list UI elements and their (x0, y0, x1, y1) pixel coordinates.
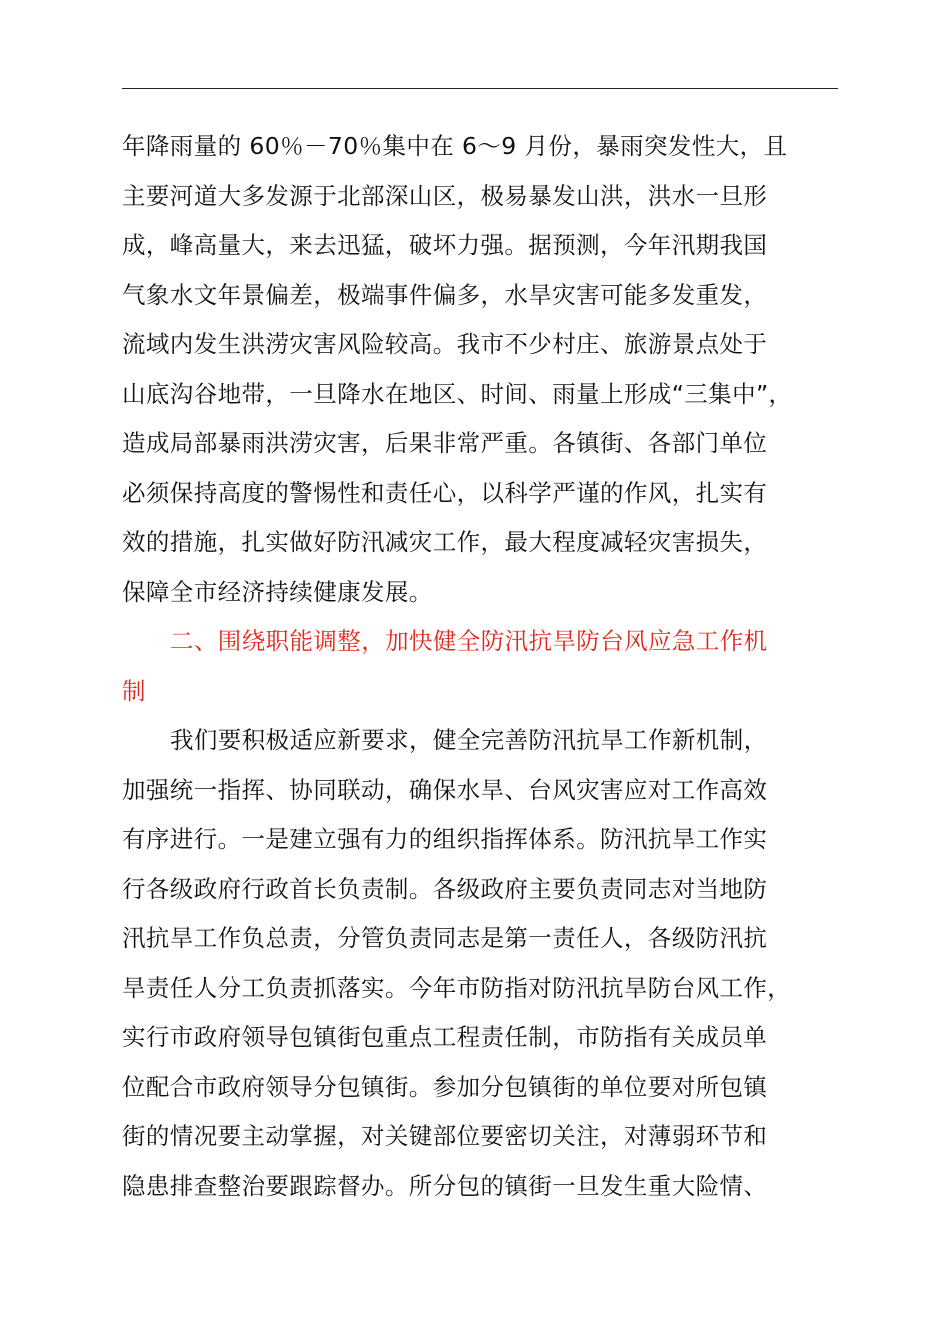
text-line: 山底沟谷地带，一旦降水在地区、时间、雨量上形成“三集中”， (122, 379, 793, 408)
text-line: 主要河道大多发源于北部深山区，极易暴发山洪，洪水一旦形 (122, 181, 768, 210)
document-body (122, 122, 838, 1211)
text-line: 效的措施，扎实做好防汛减灾工作，最大程度减轻灾害损失， (122, 528, 768, 556)
heading-line: 二、围绕职能调整，加快健全防汛抗旱防台风应急工作机 (170, 627, 768, 655)
text-line: 隐患排查整治要跟踪督办。所分包的镇街一旦发生重大险情、 (122, 1171, 768, 1200)
text-line: 加强统一指挥、协同联动，确保水旱、台风灾害应对工作高效 (122, 775, 768, 804)
text-line: 成，峰高量大，来去迅猛，破坏力强。据预测，今年汛期我国 (122, 231, 768, 259)
text-line: 流域内发生洪涝灾害风险较高。我市不少村庄、旅游景点处于 (122, 330, 768, 358)
text-line: 年降雨量的 60％－70％集中在 6～9 月份，暴雨突发性大，且 (122, 132, 788, 160)
text-line: 汛抗旱工作负总责，分管负责同志是第一责任人，各级防汛抗 (122, 924, 768, 952)
text-line: 有序进行。一是建立强有力的组织指挥体系。防汛抗旱工作实 (122, 825, 768, 853)
text-line: 我们要积极适应新要求，健全完善防汛抗旱工作新机制， (170, 726, 768, 754)
text-line: 行各级政府行政首长负责制。各级政府主要负责同志对当地防 (122, 874, 768, 903)
text-line: 造成局部暴雨洪涝灾害，后果非常严重。各镇街、各部门单位 (122, 429, 768, 457)
text-line: 旱责任人分工负责抓落实。今年市防指对防汛抗旱防台风工作， (122, 973, 792, 1002)
text-line: 必须保持高度的警惕性和责任心，以科学严谨的作风，扎实有 (122, 478, 768, 507)
text-line: 气象水文年景偏差，极端事件偏多，水旱灾害可能多发重发， (122, 280, 768, 309)
text-line: 实行市政府领导包镇街包重点工程责任制，市防指有关成员单 (122, 1023, 768, 1051)
heading-line: 制 (122, 676, 146, 705)
text-line: 位配合市政府领导分包镇街。参加分包镇街的单位要对所包镇 (122, 1072, 768, 1101)
header-rule (122, 88, 838, 89)
text-line: 街的情况要主动掌握，对关键部位要密切关注，对薄弱环节和 (122, 1122, 768, 1150)
paragraph-1 (122, 122, 838, 617)
text-line: 保障全市经济持续健康发展。 (122, 577, 433, 606)
section-heading-2 (122, 617, 838, 716)
paragraph-2 (122, 716, 838, 1211)
